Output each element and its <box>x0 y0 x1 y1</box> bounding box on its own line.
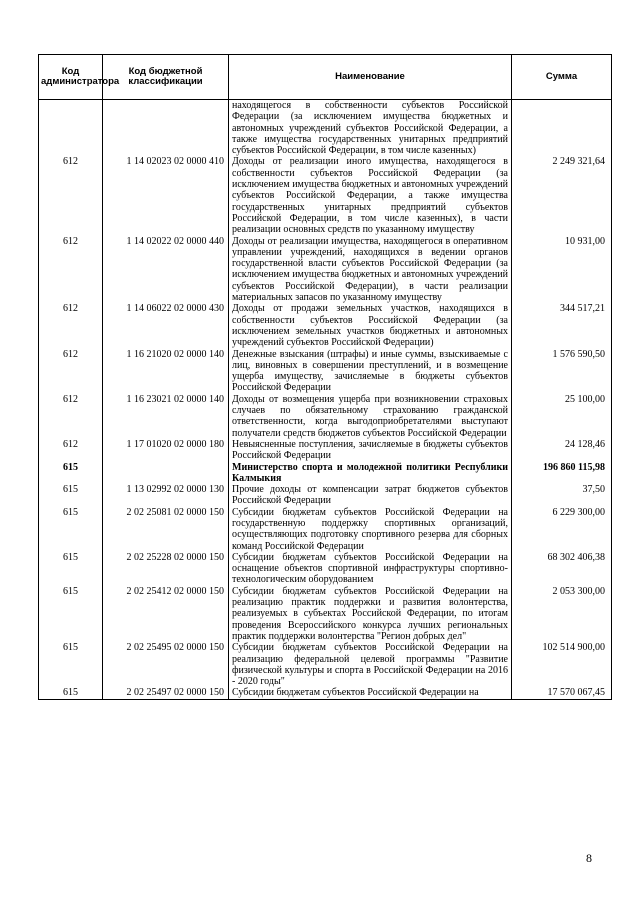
page-number: 8 <box>586 851 592 865</box>
table-row <box>39 507 612 552</box>
table-row <box>39 642 612 687</box>
cell-name: Денежные взыскания (штрафы) и иные суммы, взыскиваемые с лиц, виновных в совершении преступлений, и в возмещение ущерба имуществу, зачисляемые в бюджеты субъектов Российской Федерации <box>229 349 512 394</box>
table-row <box>39 236 612 304</box>
cell-sum: 6 229 300,00 <box>512 507 612 552</box>
cell-budget-code: 2 02 25495 02 0000 150 <box>103 642 229 687</box>
table-row <box>39 349 612 394</box>
cell-sum: 68 302 406,38 <box>512 552 612 586</box>
table-row <box>39 439 612 462</box>
cell-admin-code: 615 <box>39 642 103 687</box>
table-row <box>39 552 612 586</box>
cell-name: Субсидии бюджетам субъектов Российской Федерации на оснащение объектов спортивной инфраструктуры спортивно-технологическим оборудованием <box>229 552 512 586</box>
cell-budget-code: 1 16 21020 02 0000 140 <box>103 349 229 394</box>
table-row <box>39 586 612 642</box>
cell-name: Доходы от продажи земельных участков, находящихся в собственности субъектов Российской Федерации (за исключением земельных участков бюджетных и автономных учреждений субъектов Российской Федерации) <box>229 303 512 348</box>
cell-admin-code: 615 <box>39 462 103 485</box>
cell-admin-code: 612 <box>39 303 103 348</box>
header-admin-code: Код администратора <box>39 55 103 100</box>
cell-name: Субсидии бюджетам субъектов Российской Федерации на государственную поддержку спортивных организаций, осуществляющих подготовку спортивного резерва для сборных команд Российской Федерации <box>229 507 512 552</box>
cell-sum: 344 517,21 <box>512 303 612 348</box>
cell-admin-code: 612 <box>39 156 103 235</box>
cell-sum: 2 249 321,64 <box>512 156 612 235</box>
cell-sum: 37,50 <box>512 484 612 507</box>
cell-admin-code: 615 <box>39 507 103 552</box>
table-row <box>39 156 612 235</box>
cell-admin-code: 612 <box>39 236 103 304</box>
cell-admin-code <box>39 100 103 157</box>
cell-budget-code: 1 14 02023 02 0000 410 <box>103 156 229 235</box>
table-header-row <box>39 55 612 100</box>
table-row <box>39 394 612 439</box>
cell-admin-code: 615 <box>39 586 103 642</box>
cell-budget-code: 2 02 25412 02 0000 150 <box>103 586 229 642</box>
cell-sum: 17 570 067,45 <box>512 687 612 699</box>
cell-name: Доходы от реализации имущества, находящегося в оперативном управлении учреждений, находящихся в ведении органов государственной власти субъектов Российской Федерации (за исключением имущества бюджетных и автономных учреждений субъектов Российской Федерации), в части реализации материальных запасов по указанному имуществу <box>229 236 512 304</box>
header-name: Наименование <box>229 55 512 100</box>
cell-sum: 2 053 300,00 <box>512 586 612 642</box>
cell-budget-code: 2 02 25081 02 0000 150 <box>103 507 229 552</box>
table-row <box>39 303 612 348</box>
cell-admin-code: 612 <box>39 349 103 394</box>
table-body <box>39 100 612 700</box>
cell-admin-code: 615 <box>39 552 103 586</box>
cell-admin-code: 612 <box>39 394 103 439</box>
revenue-table <box>38 54 612 700</box>
cell-sum: 1 576 590,50 <box>512 349 612 394</box>
cell-budget-code: 1 16 23021 02 0000 140 <box>103 394 229 439</box>
cell-admin-code: 615 <box>39 687 103 699</box>
cell-name: Невыясненные поступления, зачисляемые в бюджеты субъектов Российской Федерации <box>229 439 512 462</box>
cell-name: Субсидии бюджетам субъектов Российской Федерации на реализацию федеральной целевой программы "Развитие физической культуры и спорта в Российской Федерации на 2016 - 2020 годы" <box>229 642 512 687</box>
cell-name: Министерство спорта и молодежной политики Республики Калмыкия <box>229 462 512 485</box>
cell-name: Доходы от реализации иного имущества, находящегося в собственности субъектов Российской Федерации (за исключением имущества бюджетных и автономных учреждений субъектов Российской Федерации, а также имущества государственных унитарных предприятий субъектов Российской Федерации, в том числе казенных), в части реализации основных средств по указанному имуществу <box>229 156 512 235</box>
cell-sum: 102 514 900,00 <box>512 642 612 687</box>
cell-budget-code: 1 14 02022 02 0000 440 <box>103 236 229 304</box>
cell-sum <box>512 100 612 157</box>
cell-name: находящегося в собственности субъектов Российской Федерации (за исключением имущества бюджетных и автономных учреждений субъектов Российской Федерации, а также имущества государственных унитарных предприятий субъектов Российской Федерации, в том числе казенных) <box>229 100 512 157</box>
cell-name: Прочие доходы от компенсации затрат бюджетов субъектов Российской Федерации <box>229 484 512 507</box>
cell-budget-code: 1 17 01020 02 0000 180 <box>103 439 229 462</box>
table-row <box>39 100 612 157</box>
cell-sum: 24 128,46 <box>512 439 612 462</box>
document-page <box>38 54 611 700</box>
cell-name: Доходы от возмещения ущерба при возникновении страховых случаев по обязательному страхованию гражданской ответственности, когда выгодоприобретателями выступают получатели средств бюджетов субъектов Российской Федерации <box>229 394 512 439</box>
header-budget-code: Код бюджетной классификации <box>103 55 229 100</box>
cell-sum: 25 100,00 <box>512 394 612 439</box>
cell-budget-code <box>103 462 229 485</box>
cell-name: Субсидии бюджетам субъектов Российской Федерации на <box>229 687 512 699</box>
cell-budget-code: 2 02 25228 02 0000 150 <box>103 552 229 586</box>
cell-sum: 10 931,00 <box>512 236 612 304</box>
header-sum: Сумма <box>512 55 612 100</box>
cell-budget-code: 1 13 02992 02 0000 130 <box>103 484 229 507</box>
cell-budget-code <box>103 100 229 157</box>
cell-sum: 196 860 115,98 <box>512 462 612 485</box>
cell-admin-code: 615 <box>39 484 103 507</box>
cell-budget-code: 2 02 25497 02 0000 150 <box>103 687 229 699</box>
table-row <box>39 687 612 699</box>
cell-name: Субсидии бюджетам субъектов Российской Федерации на реализацию практик поддержки и развития волонтерства, реализуемых в субъектах Российской Федерации, по итогам проведения Всероссийского конкурса лучших региональных практик поддержки волонтерства "Регион добрых дел" <box>229 586 512 642</box>
table-row <box>39 462 612 485</box>
cell-budget-code: 1 14 06022 02 0000 430 <box>103 303 229 348</box>
table-row <box>39 484 612 507</box>
cell-admin-code: 612 <box>39 439 103 462</box>
